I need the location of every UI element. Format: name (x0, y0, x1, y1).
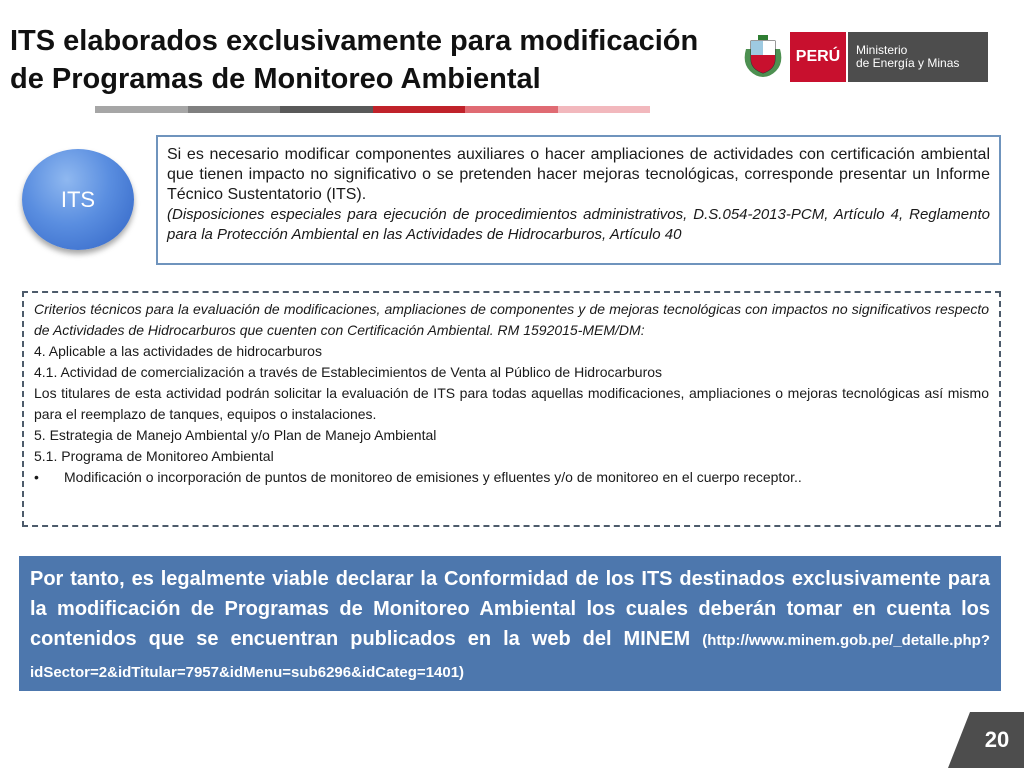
criteria-item: 5.1. Programa de Monitoreo Ambiental (34, 448, 274, 464)
title-line-2: de Programas de Monitoreo Ambiental (10, 63, 541, 95)
country-label: PERÚ (790, 32, 846, 82)
page-title (10, 22, 730, 98)
bullet-text: Modificación o incorporación de puntos de monitoreo de emisiones y efluentes y/o de monitoreo en el cuerpo receptor.. (64, 469, 802, 485)
its-definition-box (156, 135, 1001, 265)
minem-url-link[interactable]: (http://www.minem.gob.pe/_detalle.php?idSector=2&idTitular=7957&idMenu=sub6296&idCateg=1401) (30, 632, 991, 681)
conclusion-box (19, 556, 1001, 691)
page-number-tab (948, 712, 970, 768)
bar-segment (558, 106, 651, 113)
bar-segment (373, 106, 466, 113)
criteria-box (22, 291, 1001, 527)
ministry-name (846, 32, 988, 82)
ministry-line-2: de Energía y Minas (856, 56, 960, 70)
definition-text: Si es necesario modificar componentes auxiliares o hacer ampliaciones de actividades con certificación ambiental que tienen impacto no significativo o se pretenden hacer mejoras tecnológicas, corresponde presentar un Informe Técnico Sustentatorio (ITS). (167, 146, 990, 203)
definition-citation: (Disposiciones especiales para ejecución de procedimientos administrativos, D.S.054-2013-PCM, Artículo 4, Reglamento para la Protección Ambiental en las Actividades de Hidrocarburos, Artículo 40 (167, 206, 990, 243)
criteria-item: 5. Estrategia de Manejo Ambiental y/o Plan de Manejo Ambiental (34, 427, 437, 443)
criteria-item: 4.1. Actividad de comercialización a través de Establecimientos de Venta al Público de Hidrocarburos (34, 364, 663, 380)
bar-segment (188, 106, 281, 113)
criteria-item: 4. Aplicable a las actividades de hidrocarburos (34, 343, 322, 359)
page-number: 20 (970, 712, 1024, 768)
bar-segment (280, 106, 373, 113)
conclusion-text: Por tanto, es legalmente viable declarar la Conformidad de los ITS destinados exclusivamente para la modificación de Programas de Monitoreo Ambiental los cuales deberán tomar en cuenta los contenidos que se encuentran publicados en la web del MINEM (30, 568, 990, 650)
title-line-1: ITS elaborados exclusivamente para modificación (10, 25, 699, 57)
ministry-line-1: Ministerio (856, 43, 908, 57)
title-underline-bar (95, 106, 650, 113)
bar-segment (95, 106, 188, 113)
bullet-icon: • (34, 469, 39, 485)
criteria-item: Los titulares de esta actividad podrán solicitar la evaluación de ITS para todas aquellas modificaciones, ampliaciones o mejoras tecnológicas así mismo para el reemplazo de tanques, equipos o instalaciones. (34, 385, 989, 422)
ministry-logo (740, 32, 988, 82)
bar-segment (465, 106, 558, 113)
criteria-heading: Criterios técnicos para la evaluación de modificaciones, ampliaciones de componentes y de mejoras tecnológicas con impactos no significativos respecto de Actividades de Hidrocarburos que cuenten con Certificación Ambiental. RM 1592015-MEM/DM: (34, 301, 989, 338)
peru-coat-of-arms-icon (740, 33, 786, 81)
its-badge: ITS (22, 149, 134, 250)
criteria-bullet (34, 467, 989, 488)
